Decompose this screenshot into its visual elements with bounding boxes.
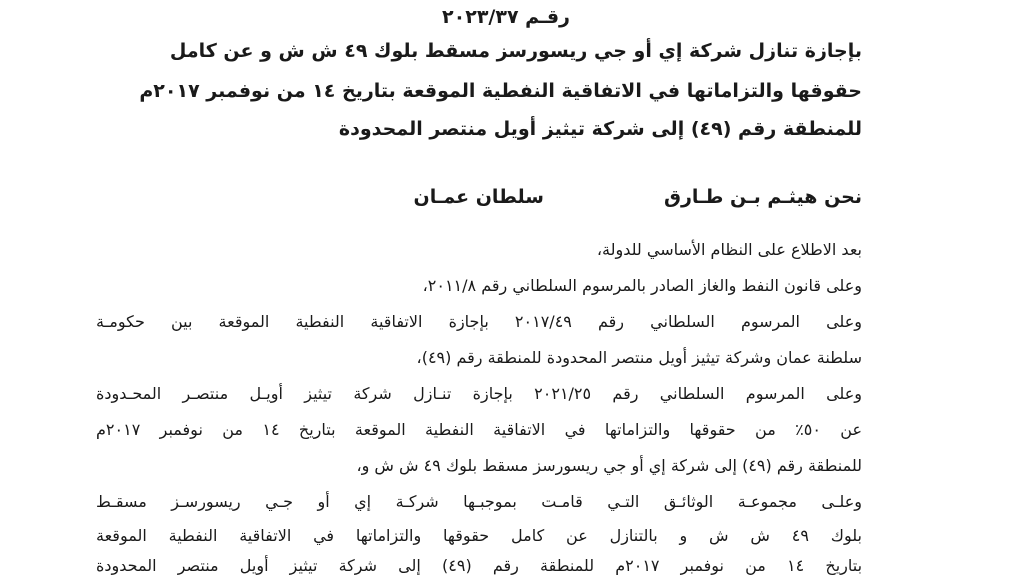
- decree-title-line-1: بإجازة تنازل شركة إي أو جي ريسورسز مسقط بلوك ٤٩ ش ش و عن كامل: [169, 40, 862, 62]
- issuer-title: سلطان عمـان: [413, 186, 544, 208]
- body-line-3: وعلى المرسوم السلطاني رقم ٢٠١٧/٤٩ بإجازة الاتفاقية النفطية الموقعة بين حكومـة: [96, 312, 863, 331]
- body-line-4: سلطنة عمان وشركة تيثيز أويل منتصر المحدودة للمنطقة رقم (٤٩)،: [416, 348, 862, 367]
- issuer-name: نحن هيثـم بـن طـارق: [663, 186, 862, 208]
- decree-title-line-2: حقوقها والتزاماتها في الاتفاقية النفطية الموقعة بتاريخ ١٤ من نوفمبر ٢٠١٧م: [139, 80, 862, 102]
- body-line-1: بعد الاطلاع على النظام الأساسي للدولة،: [596, 240, 862, 259]
- decree-title-line-3: للمنطقة رقم (٤٩) إلى شركة تيثيز أويل منتصر المحدودة: [338, 118, 862, 140]
- body-line-5: وعلى المرسوم السلطاني رقم ٢٠٢١/٢٥ بإجازة تنـازل شركة تيثيز أويـل منتصـر المحـدودة: [96, 384, 862, 403]
- body-line-10: بتاريخ ١٤ من نوفمبر ٢٠١٧م للمنطقة رقم (٤٩) إلى شركة تيثيز أويل منتصر المحدودة: [96, 556, 863, 575]
- body-line-6: عن ٥٠٪ من حقوقها والتزاماتها في الاتفاقية النفطية الموقعة بتاريخ ١٤ من نوفمبر ٢٠١٧م: [96, 420, 863, 439]
- body-line-9: بلوك ٤٩ ش ش و بالتنازل عن كامل حقوقها والتزاماتها في الاتفاقية النفطية الموقعة: [96, 526, 863, 545]
- body-line-2: وعلى قانون النفط والغاز الصادر بالمرسوم السلطاني رقم ٢٠١١/٨،: [422, 276, 862, 295]
- decree-number: رقـم ٢٠٢٣/٣٧: [442, 6, 570, 28]
- body-line-7: للمنطقة رقم (٤٩) إلى شركة إي أو جي ريسورسز مسقط بلوك ٤٩ ش ش و،: [356, 456, 862, 475]
- body-line-8: وعلـى مجموعـة الوثائـق التـي قامـت بموجبـها شركـة إي أو جـي ريسورسـز مسقـط: [96, 492, 862, 511]
